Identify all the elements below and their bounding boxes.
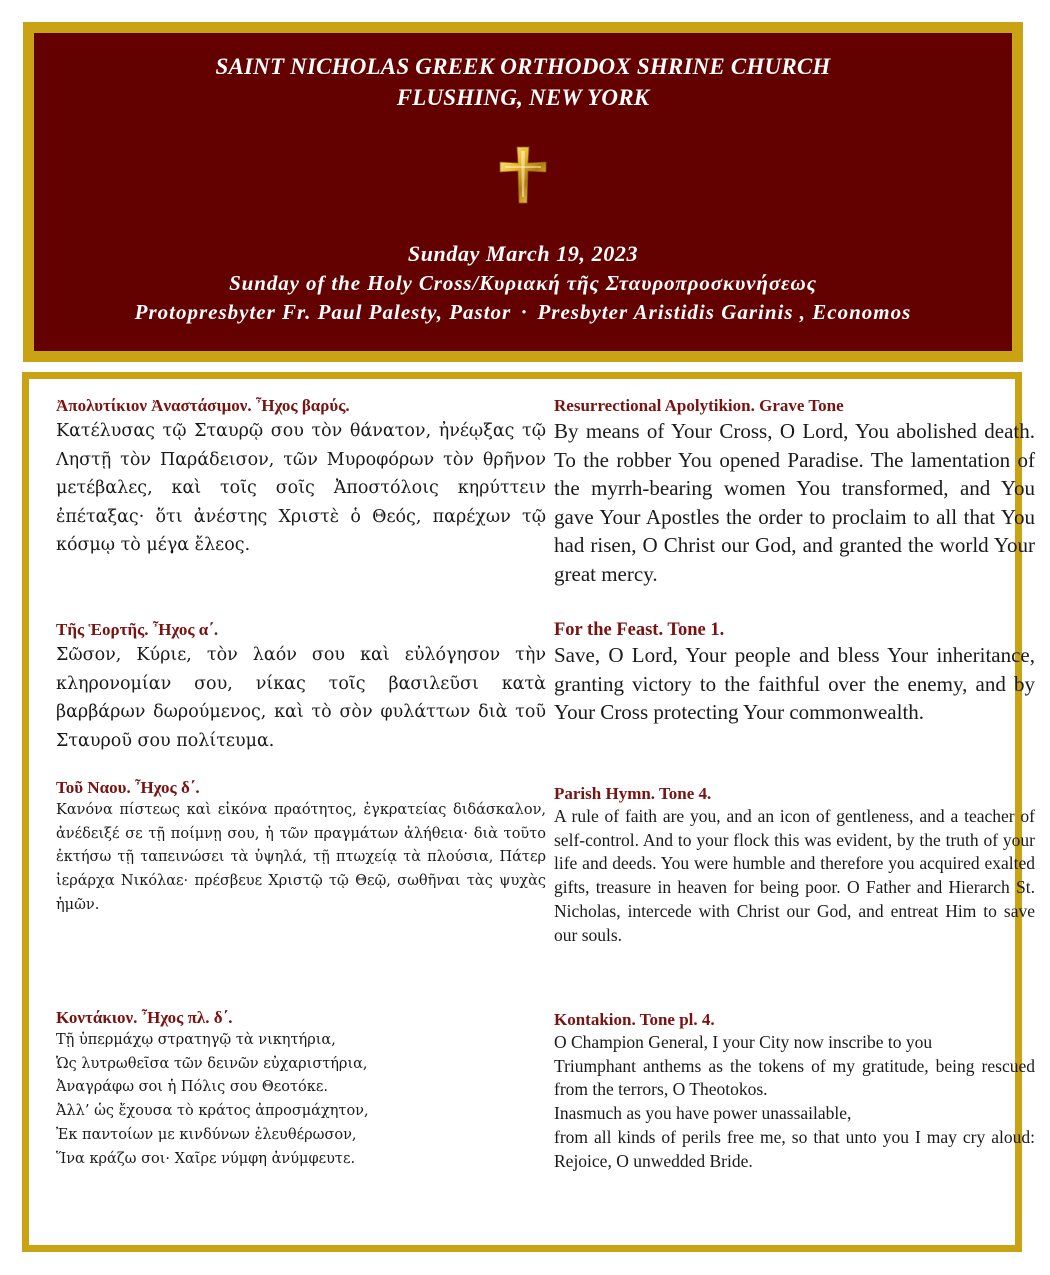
service-date: Sunday March 19, 2023 (407, 241, 639, 266)
church-heading (34, 51, 1012, 113)
greek-feast (56, 619, 546, 755)
greek-kontakion-line: Τῇ ὑπερμάχῳ στρατηγῷ τὰ νικητήρια, (56, 1032, 336, 1048)
greek-kontakion-title: Κοντάκιον. Ἦχος πλ. δ΄. (56, 1008, 233, 1027)
economos-name: Presbyter Aristidis Garinis , Economos (537, 300, 912, 324)
english-parish-title: Parish Hymn. Tone 4. (554, 784, 712, 803)
greek-feast-title: Τῆς Ἑορτῆς. Ἦχος α΄. (56, 620, 219, 639)
greek-kontakion-line: Ὡς λυτρωθεῖσα τῶν δεινῶν εὐχαριστήρια, (56, 1055, 368, 1072)
greek-kontakion-line: Ἀλλ’ ὡς ἔχουσα τὸ κράτος ἀπροσμάχητον, (56, 1103, 369, 1120)
hymns-frame (22, 372, 1035, 1252)
english-kontakion-line: Triumphant anthems as the tokens of my gratitude, being rescued from the terrors, O Theotokos. (554, 1055, 1035, 1100)
greek-kontakion-line: Ἀναγράφω σοι ἡ Πόλις σου Θεοτόκε. (56, 1079, 328, 1096)
greek-apolytikion (56, 395, 546, 560)
greek-parish-title: Τοῦ Ναου. Ἦχος δ΄. (56, 778, 200, 797)
english-feast (554, 619, 1035, 727)
english-kontakion-text (554, 1031, 1035, 1173)
feast-title: Sunday of the Holy Cross/Κυριακή τῆς Σταυροπροσκυνήσεως (229, 271, 817, 295)
clergy-separator: · (521, 300, 528, 324)
church-name: SAINT NICHOLAS GREEK ORTHODOX SHRINE CHURCH (215, 54, 831, 79)
greek-kontakion-text (56, 1029, 546, 1171)
english-apolytikion-title: Resurrectional Apolytikion. Grave Tone (554, 396, 844, 415)
cross-icon (496, 145, 550, 205)
greek-kontakion (56, 1007, 546, 1171)
english-kontakion-line: from all kinds of perils free me, so that unto you I may cry aloud: Rejoice, O unwedded Bride. (554, 1126, 1035, 1171)
header-banner (23, 22, 1023, 362)
english-kontakion-line: Inasmuch as you have power unassailable, (554, 1103, 852, 1124)
greek-parish (56, 777, 546, 918)
greek-kontakion-line: Ἵνα κράζω σοι· Χαῖρε νύμφη ἀνύμφευτε. (56, 1150, 356, 1167)
pastor-name: Protopresbyter Fr. Paul Palesty, Pastor (134, 300, 512, 324)
english-feast-title: For the Feast. Tone 1. (554, 620, 725, 640)
english-parish-text: A rule of faith are you, and an icon of gentleness, and a teacher of self-control. And to your flock this was evident, by the truth of your life and deeds. You were humble and therefore you acquired exalted gifts, treasure in heaven for being poor. O Father and Hierarch St. Nicholas, intercede with Christ our God, and entreat Him to save our souls. (554, 806, 1035, 945)
english-feast-text: Save, O Lord, Your people and bless Your inheritance, granting victory to the faithful over the enemy, and by Your Cross protecting Your commonwealth. (554, 643, 1035, 724)
clergy-line (34, 297, 1012, 327)
greek-kontakion-line: Ἐκ παντοίων με κινδύνων ἐλευθέρωσον, (56, 1126, 357, 1143)
greek-apolytikion-title: Ἀπολυτίκιον Ἀναστάσιμον. Ἦχος βαρύς. (56, 396, 350, 415)
english-kontakion-title: Kontakion. Tone pl. 4. (554, 1010, 715, 1029)
english-kontakion (554, 1009, 1035, 1173)
greek-parish-text: Κανόνα πίστεως καὶ εἰκόνα πραότητος, ἐγκρατείας διδάσκαλον, ἀνέδειξέ σε τῇ ποίμνῃ σου, ἡ τῶν πραγμάτων ἀλήθεια· διὰ τοῦτο ἐκτήσω τῇ ταπεινώσει τὰ ὑψηλά, τῇ πτωχείᾳ τὰ πλούσια, Πάτερ ἱεράρχα Νικόλαε· πρέσβευε Χριστῷ τῷ Θεῷ, σωθῆναι τὰς ψυχὰς ἡμῶν. (56, 802, 546, 913)
greek-apolytikion-text: Κατέλυσας τῷ Σταυρῷ σου τὸν θάνατον, ἠνέῳξας τῷ Ληστῇ τὸν Παράδεισον, τῶν Μυροφόρων τὸν θρῆνον μετέβαλες, καὶ τοῖς σοῖς Ἀποστόλοις κηρύττειν ἐπέταξας· ὅτι ἀνέστης Χριστὲ ὁ Θεός, παρέχων τῷ κόσμῳ τὸ μέγα ἔλεος. (56, 421, 546, 555)
english-apolytikion-text: By means of Your Cross, O Lord, You abolished death. To the robber You opened Paradise. The lamentation of the myrrh-bearing women You transformed, and You gave Your Apostles the order to proclaim to all that You had risen, O Christ our God, and granted the world Your great mercy. (554, 419, 1035, 586)
english-kontakion-line: O Champion General, I your City now inscribe to you (554, 1032, 933, 1052)
english-parish (554, 783, 1035, 947)
church-location: FLUSHING, NEW YORK (396, 85, 650, 110)
greek-feast-text: Σῶσον, Κύριε, τὸν λαόν σου καὶ εὐλόγησον τὴν κληρονομίαν σου, νίκας τοῖς βασιλεῦσι κατὰ βαρβάρων δωρούμενος, καὶ τὸ σὸν φυλάττων διὰ τοῦ Σταυροῦ σου πολίτευμα. (56, 645, 546, 751)
header-inner (34, 33, 1012, 351)
english-apolytikion (554, 395, 1035, 588)
